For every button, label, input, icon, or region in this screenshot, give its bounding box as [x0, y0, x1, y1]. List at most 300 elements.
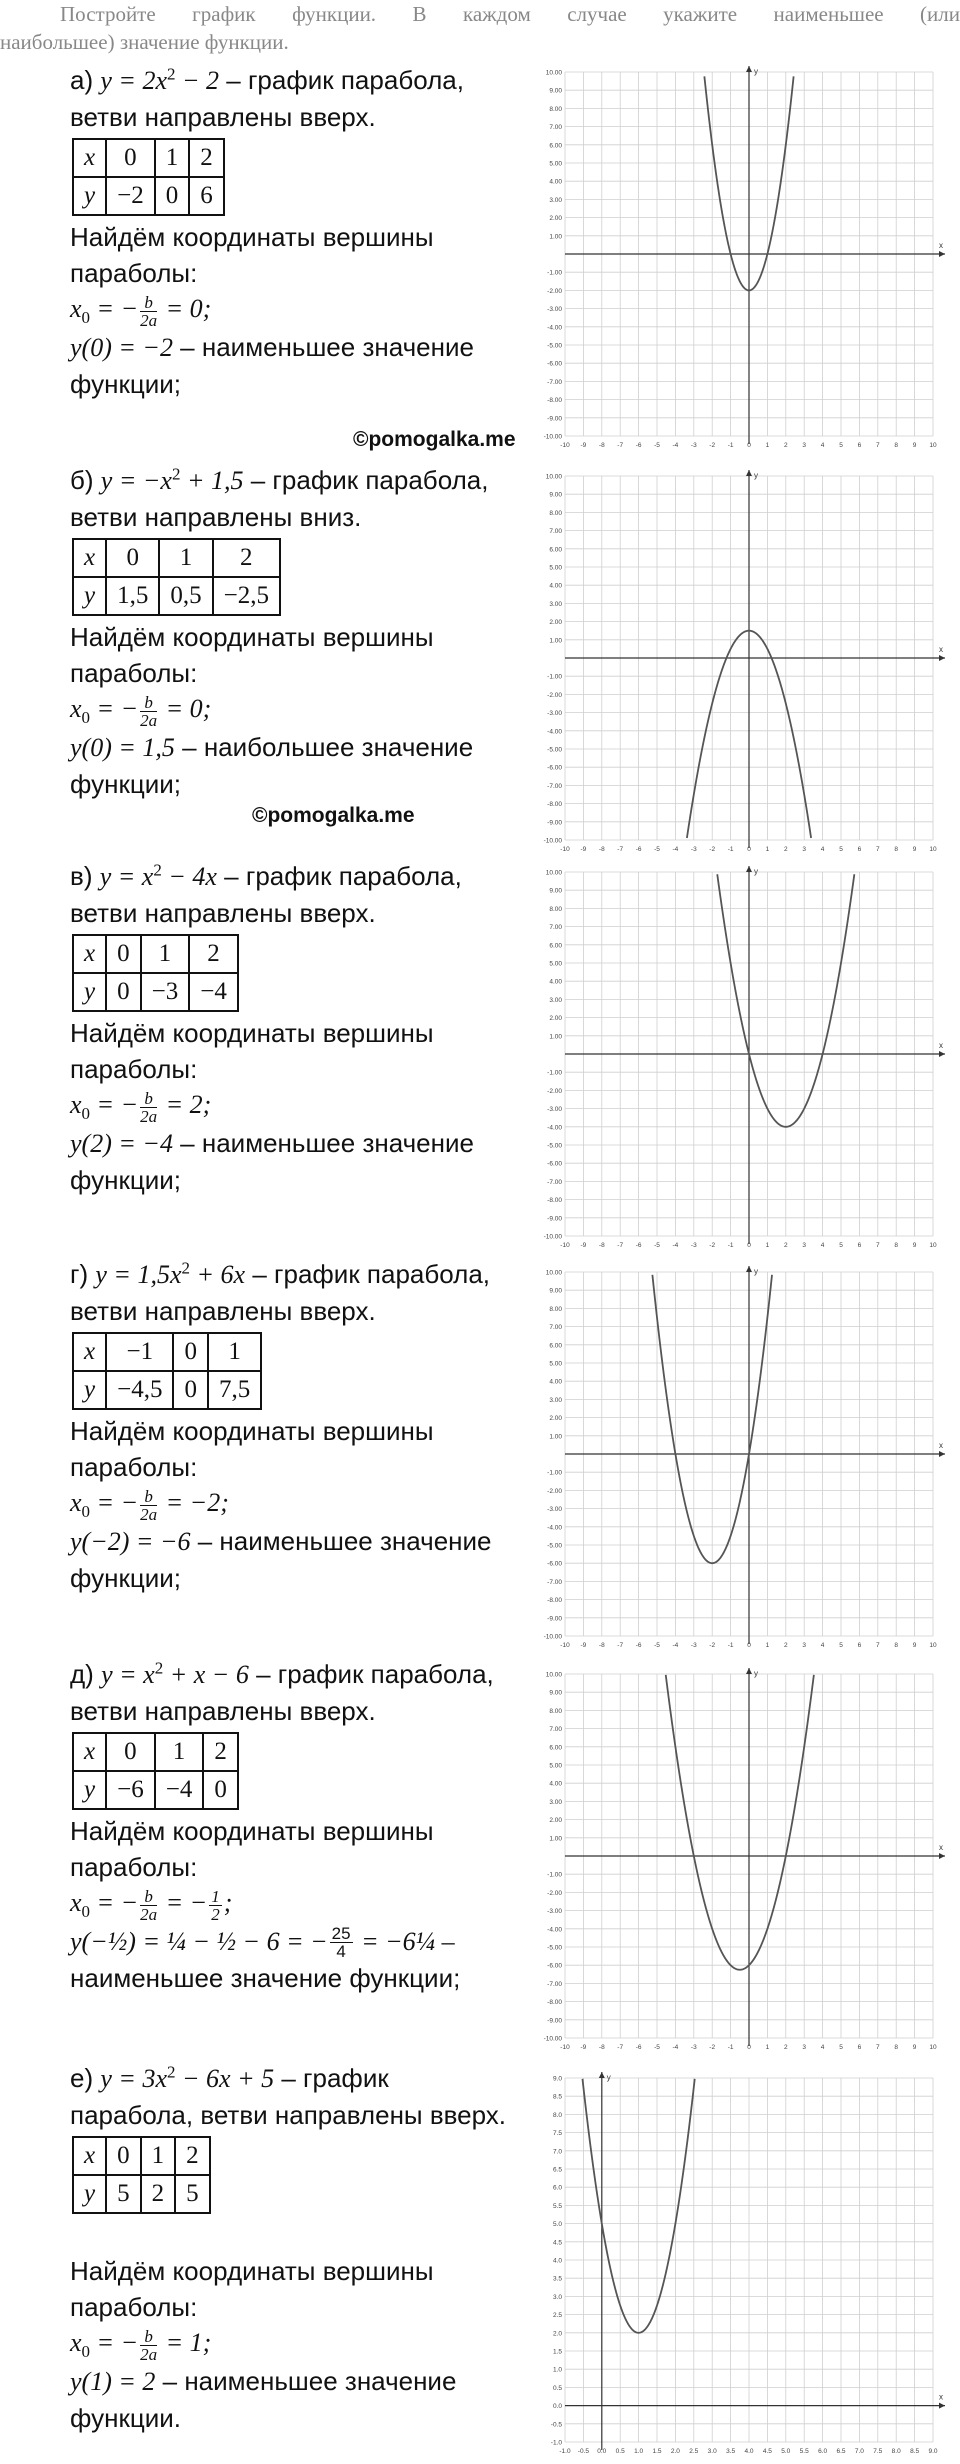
vertex-title-2: параболы: [70, 658, 198, 688]
table-cell: 1 [141, 935, 190, 973]
x-axis-arrow [939, 251, 945, 257]
table-cell: 1 [155, 1733, 204, 1771]
x-tick-label: -6 [635, 442, 642, 449]
y-tick-label: -8.00 [547, 1999, 562, 2007]
table-cell: y [73, 1771, 106, 1809]
y-tick-label: 1.00 [549, 637, 562, 645]
y-tick-label: 10.00 [545, 1269, 562, 1277]
y-tick-label: -7.00 [547, 782, 562, 790]
y-tick-label: -9.00 [547, 2017, 562, 2025]
x-tick-label: 5 [839, 1642, 843, 1649]
y-tick-label: 8.5 [552, 2093, 562, 2101]
formula-description: – график парабола, [248, 1659, 494, 1689]
table-cell: y [73, 2175, 106, 2213]
x-tick-label: 6.0 [818, 2448, 828, 2455]
x-tick-label: 0 [747, 442, 751, 449]
y-tick-label: -9.00 [547, 1615, 562, 1623]
x-tick-label: 2 [783, 2044, 788, 2051]
x-tick-label: -10 [560, 442, 570, 449]
x-tick-label: -2 [709, 1242, 716, 1249]
x-tick-label: 5.0 [781, 2448, 791, 2455]
function-word: функции; [70, 1562, 181, 1593]
function-statement [70, 1256, 540, 1293]
vertex-x-formula: $x_0$ = − $\frac{b}{2a}$ = 0; [70, 292, 212, 330]
x-tick-label: 10 [929, 1642, 937, 1649]
formula-description: – график парабола, [245, 1259, 491, 1289]
x-tick-label: 7 [875, 846, 880, 853]
table-cell: 0,5 [159, 577, 212, 615]
y-tick-label: 2.0 [552, 2330, 562, 2338]
y-tick-label: 1.0 [552, 2366, 562, 2374]
y-tick-label: 8.00 [549, 509, 562, 517]
x-tick-label: -4 [672, 1242, 679, 1249]
y-tick-label: -0.5 [550, 2421, 562, 2429]
function-statement [70, 62, 540, 99]
graph-svg [535, 1664, 955, 2056]
x-axis-arrow [939, 655, 945, 661]
y-tick-label: 9.00 [549, 491, 562, 499]
x-tick-label: 3.5 [726, 2448, 736, 2455]
x-tick-label: -2 [709, 442, 716, 449]
y-axis-label: y [754, 867, 758, 876]
y-tick-label: -3.00 [547, 306, 562, 314]
y-axis-arrow [746, 1668, 752, 1674]
x-tick-label: 4 [820, 846, 825, 853]
function-graph [535, 466, 955, 858]
values-table [72, 934, 239, 1012]
y-axis-arrow [746, 1266, 752, 1272]
table-cell: 0 [203, 1771, 238, 1809]
table-cell: 2 [189, 935, 238, 973]
function-statement [70, 858, 540, 895]
y-tick-label: -1.00 [547, 1469, 562, 1477]
watermark: ©pomogalka.me [353, 428, 516, 451]
y-tick-label: 9.0 [552, 2075, 562, 2083]
x-tick-label: 0 [747, 2044, 751, 2051]
x-tick-label: -4 [672, 1642, 679, 1649]
x-tick-label: 3 [802, 1642, 807, 1649]
x-tick-label: 7.5 [873, 2448, 883, 2455]
solution-block [70, 858, 540, 1198]
table-row [73, 1771, 238, 1809]
y-tick-label: 3.00 [549, 996, 562, 1004]
y-tick-label: -4.00 [547, 1524, 562, 1532]
x-tick-label: 2 [783, 1642, 788, 1649]
x-tick-label: -2 [709, 2044, 716, 2051]
x-tick-label: 3 [802, 846, 807, 853]
vertex-title: Найдём координаты вершины [70, 1816, 434, 1846]
x-tick-label: 6 [857, 2044, 862, 2051]
x-tick-label: -1 [727, 846, 734, 853]
parabola-curve [666, 1675, 814, 1970]
y-tick-label: 2.00 [549, 1817, 562, 1825]
x-tick-label: -10 [560, 1642, 570, 1649]
vertex-x-formula: $x_0$ = − $\frac{b}{2a}$ = − $\frac{1}{2}$ ; [70, 1886, 233, 1924]
formula: $y = x^2 - 4x$ [99, 860, 217, 891]
y-tick-label: -2.00 [547, 691, 562, 699]
x-tick-label: -9 [580, 2044, 587, 2051]
function-graph [535, 2068, 955, 2460]
table-cell: 0 [106, 539, 159, 577]
y-tick-label: 5.00 [549, 564, 562, 572]
table-cell: 2 [203, 1733, 238, 1771]
y-tick-label: -5.00 [547, 746, 562, 754]
table-cell: x [73, 935, 106, 973]
y-tick-label: 3.0 [552, 2293, 562, 2301]
vertex-y-formula: y(−½) = ¼ − ½ − 6 = − $\frac{25}{4}$ = −6¼ – [70, 1924, 455, 1962]
y-tick-label: 10.00 [545, 869, 562, 877]
y-tick-label: -3.00 [547, 1106, 562, 1114]
y-tick-label: 1.00 [549, 233, 562, 241]
table-cell: 1,5 [106, 577, 159, 615]
x-tick-label: 10 [929, 846, 937, 853]
y-axis-label: y [606, 2073, 611, 2082]
x-tick-label: 8 [894, 846, 899, 853]
y-tick-label: -5.00 [547, 1542, 562, 1550]
y-tick-label: 7.0 [552, 2148, 562, 2156]
x-tick-label: 5.5 [799, 2448, 809, 2455]
y-axis-arrow [746, 66, 752, 72]
x-tick-label: -5 [654, 1242, 660, 1249]
y-tick-label: 2.00 [549, 619, 562, 627]
y-axis-label: y [754, 1669, 758, 1678]
x-tick-label: 4.0 [744, 2448, 754, 2455]
y-tick-label: 2.00 [549, 1415, 562, 1423]
table-cell: 2 [189, 139, 224, 177]
y-tick-label: 8.00 [549, 1305, 562, 1313]
graph-svg [535, 1262, 955, 1654]
formula: $y = -x^2 + 1,5$ [100, 464, 244, 495]
part-label: в) [70, 861, 93, 891]
y-tick-label: 10.00 [545, 1671, 562, 1679]
table-cell: 1 [155, 139, 190, 177]
x-tick-label: 9 [912, 1242, 917, 1249]
y-tick-label: -3.00 [547, 1506, 562, 1514]
y-tick-label: 6.0 [552, 2184, 562, 2192]
x-axis-label: x [939, 1843, 943, 1852]
y-tick-label: 4.00 [549, 178, 562, 186]
vertex-title: Найдём координаты вершины [70, 222, 434, 252]
x-tick-label: -6 [635, 2044, 642, 2051]
x-tick-label: 8.5 [910, 2448, 920, 2455]
table-cell: x [73, 539, 106, 577]
x-tick-label: 5 [839, 442, 843, 449]
vertex-x-formula: $x_0$ = − $\frac{b}{2a}$ = 1; [70, 2326, 212, 2364]
y-tick-label: 4.00 [549, 978, 562, 986]
y-tick-label: -7.00 [547, 1980, 562, 1988]
x-tick-label: 8 [894, 1242, 899, 1249]
y-tick-label: -5.00 [547, 1944, 562, 1952]
x-tick-label: -3 [690, 1642, 697, 1649]
vertex-title: Найдём координаты вершины [70, 622, 434, 652]
x-axis-arrow [939, 1451, 945, 1457]
values-table [72, 538, 281, 616]
y-tick-label: 6.00 [549, 142, 562, 150]
y-tick-label: 3.00 [549, 1396, 562, 1404]
x-tick-label: -4 [672, 2044, 679, 2051]
y-tick-label: -4.00 [547, 324, 562, 332]
table-row [73, 935, 238, 973]
vertex-title: Найдём координаты вершины [70, 1416, 434, 1446]
watermark: ©pomogalka.me [252, 804, 415, 827]
x-tick-label: 2 [783, 442, 788, 449]
x-tick-label: 5 [839, 1242, 843, 1249]
y-tick-label: -1.0 [550, 2439, 562, 2447]
y-tick-label: 5.00 [549, 1762, 562, 1770]
function-graph [535, 862, 955, 1254]
part-label: г) [70, 1259, 89, 1289]
y-tick-label: -9.00 [547, 819, 562, 827]
x-tick-label: -9 [580, 442, 587, 449]
y-axis-arrow [746, 866, 752, 872]
formula-description: – график [274, 2063, 389, 2093]
y-tick-label: -2.00 [547, 1087, 562, 1095]
formula-description: – график парабола, [219, 65, 464, 95]
table-cell: 0 [106, 935, 141, 973]
x-tick-label: 6 [857, 846, 862, 853]
y-tick-label: 8.00 [549, 905, 562, 913]
y-tick-label: -1.00 [547, 1069, 562, 1077]
x-tick-label: 1 [765, 1642, 770, 1649]
x-tick-label: 4 [820, 2044, 825, 2051]
function-statement [70, 462, 540, 499]
x-tick-label: -7 [617, 442, 624, 449]
table-cell: 5 [175, 2175, 210, 2213]
y-tick-label: -8.00 [547, 397, 562, 405]
x-tick-label: 6 [857, 442, 862, 449]
task-header-line-1: Постройте график функции. В каждом случае укажите наименьшее (или [60, 2, 960, 26]
y-tick-label: 8.0 [552, 2111, 562, 2119]
y-tick-label: -2.00 [547, 1889, 562, 1897]
table-cell: y [73, 177, 106, 215]
table-cell: y [73, 1371, 106, 1409]
table-cell: 1 [208, 1333, 261, 1371]
vertex-x-formula: $x_0$ = − $\frac{b}{2a}$ = 0; [70, 692, 212, 730]
x-tick-label: -8 [598, 442, 605, 449]
x-tick-label: 10 [929, 442, 937, 449]
formula: $y = 2x^2 - 2$ [100, 64, 220, 95]
table-cell: y [73, 973, 106, 1011]
y-tick-label: -5.00 [547, 342, 562, 350]
table-cell: 0 [155, 177, 190, 215]
y-tick-label: -6.00 [547, 764, 562, 772]
graph-svg [535, 466, 955, 858]
y-tick-label: 1.00 [549, 1433, 562, 1441]
x-tick-label: 4 [820, 1642, 825, 1649]
y-tick-label: 3.00 [549, 600, 562, 608]
x-tick-label: -7 [617, 1242, 624, 1249]
x-tick-label: 1 [765, 2044, 770, 2051]
function-word: функции; [70, 768, 181, 799]
x-tick-label: -6 [635, 1242, 642, 1249]
branches-direction: ветви направлены вверх. [70, 1696, 376, 1726]
y-tick-label: -2.00 [547, 287, 562, 295]
x-tick-label: 2.0 [670, 2448, 680, 2455]
x-tick-label: -0.5 [577, 2448, 590, 2455]
x-tick-label: 5 [839, 2044, 843, 2051]
x-tick-label: 2 [783, 846, 788, 853]
y-tick-label: -6.00 [547, 1160, 562, 1168]
x-axis-arrow [939, 1853, 945, 1859]
x-tick-label: -6 [635, 1642, 642, 1649]
y-tick-label: 8.00 [549, 1707, 562, 1715]
table-row [73, 1371, 261, 1409]
y-tick-label: 4.0 [552, 2257, 562, 2265]
vertex-title-2: параболы: [70, 258, 198, 288]
y-tick-label: -1.00 [547, 673, 562, 681]
table-row [73, 973, 238, 1011]
table-cell: 6 [189, 177, 224, 215]
x-tick-label: -10 [560, 2044, 570, 2051]
x-tick-label: -2 [709, 846, 716, 853]
table-cell: x [73, 1333, 106, 1371]
x-tick-label: -5 [654, 2044, 660, 2051]
x-tick-label: -9 [580, 1242, 587, 1249]
formula: $y = 3x^2 - 6x + 5$ [100, 2062, 275, 2093]
y-tick-label: 4.00 [549, 1378, 562, 1386]
x-tick-label: -8 [598, 2044, 605, 2051]
vertex-title: Найдём координаты вершины [70, 1018, 434, 1048]
x-tick-label: 8 [894, 1642, 899, 1649]
table-row [73, 577, 280, 615]
x-tick-label: 0 [747, 846, 751, 853]
y-tick-label: -8.00 [547, 801, 562, 809]
y-tick-label: -6.00 [547, 1560, 562, 1568]
y-tick-label: 2.00 [549, 1015, 562, 1023]
x-tick-label: 8.0 [891, 2448, 901, 2455]
y-axis-label: y [754, 67, 758, 76]
table-cell: 2 [141, 2175, 176, 2213]
y-tick-label: 7.00 [549, 528, 562, 536]
function-graph [535, 1262, 955, 1654]
table-cell: 0 [106, 1733, 155, 1771]
formula: $y = x^2 + x - 6$ [101, 1658, 249, 1689]
x-tick-label: 8 [894, 2044, 899, 2051]
y-tick-label: -6.00 [547, 1962, 562, 1970]
table-cell: 2 [175, 2137, 210, 2175]
table-cell: −2 [106, 177, 155, 215]
x-tick-label: 7 [875, 1642, 880, 1649]
graph-svg [535, 862, 955, 1254]
function-statement [70, 2060, 540, 2097]
table-cell: −3 [141, 973, 190, 1011]
table-row [73, 177, 224, 215]
function-graph [535, 1664, 955, 2056]
formula: $y = 1,5x^2 + 6x$ [95, 1258, 246, 1289]
min-value-note: наименьшее значение функции; [70, 1963, 461, 1994]
table-row [73, 139, 224, 177]
x-axis-arrow [939, 1051, 945, 1057]
x-tick-label: 6 [857, 1642, 862, 1649]
x-tick-label: -8 [598, 1642, 605, 1649]
x-tick-label: 0 [747, 1242, 751, 1249]
solution-block [70, 62, 540, 402]
x-tick-label: -8 [598, 1242, 605, 1249]
y-axis-arrow [599, 2072, 605, 2078]
table-cell: x [73, 1733, 106, 1771]
y-tick-label: -8.00 [547, 1597, 562, 1605]
table-cell: x [73, 139, 106, 177]
y-tick-label: 0.0 [552, 2403, 562, 2411]
x-tick-label: -7 [617, 2044, 624, 2051]
y-tick-label: 0.5 [552, 2384, 562, 2392]
x-tick-label: 7.0 [854, 2448, 864, 2455]
x-tick-label: -1 [727, 1242, 734, 1249]
y-tick-label: 10.00 [545, 69, 562, 77]
y-tick-label: 2.5 [552, 2312, 562, 2320]
x-tick-label: 9 [912, 442, 917, 449]
table-cell: y [73, 577, 106, 615]
x-tick-label: -5 [654, 442, 660, 449]
part-label: е) [70, 2063, 94, 2093]
x-tick-label: -5 [654, 846, 660, 853]
table-row [73, 1733, 238, 1771]
vertex-title-2: параболы: [70, 1054, 198, 1084]
y-tick-label: -9.00 [547, 1215, 562, 1223]
x-axis-arrow [939, 2403, 945, 2409]
x-tick-label: 9 [912, 1642, 917, 1649]
y-tick-label: 4.00 [549, 582, 562, 590]
y-axis-arrow [746, 470, 752, 476]
y-tick-label: 7.00 [549, 924, 562, 932]
x-tick-label: 3.0 [707, 2448, 717, 2455]
x-axis-label: x [939, 1441, 943, 1450]
x-tick-label: 1.0 [634, 2448, 644, 2455]
table-cell: 0 [106, 973, 141, 1011]
x-tick-label: -1 [727, 1642, 734, 1649]
function-statement [70, 1656, 540, 1693]
x-tick-label: 2.5 [689, 2448, 699, 2455]
graph-svg [535, 62, 955, 454]
y-tick-label: 4.00 [549, 1780, 562, 1788]
y-tick-label: 7.00 [549, 124, 562, 132]
branches-direction: ветви направлены вниз. [70, 502, 362, 532]
x-tick-label: 1.5 [652, 2448, 662, 2455]
solution-block [70, 2060, 540, 2436]
x-tick-label: 5 [839, 846, 843, 853]
table-cell: 1 [159, 539, 212, 577]
part-label: б) [70, 465, 94, 495]
y-tick-label: -1.00 [547, 269, 562, 277]
y-tick-label: 6.00 [549, 1744, 562, 1752]
vertex-x-formula: $x_0$ = − $\frac{b}{2a}$ = 2; [70, 1088, 212, 1126]
values-table [72, 1332, 262, 1410]
y-tick-label: -1.00 [547, 1871, 562, 1879]
x-tick-label: 9 [912, 2044, 917, 2051]
y-tick-label: 9.00 [549, 1689, 562, 1697]
part-label: д) [70, 1659, 94, 1689]
x-tick-label: -5 [654, 1642, 660, 1649]
y-tick-label: -3.00 [547, 1908, 562, 1916]
x-tick-label: 6.5 [836, 2448, 846, 2455]
x-tick-label: 3 [802, 442, 807, 449]
table-cell: −2,5 [213, 577, 280, 615]
y-tick-label: 5.00 [549, 1360, 562, 1368]
x-tick-label: 0.5 [615, 2448, 625, 2455]
y-tick-label: 7.5 [552, 2130, 562, 2138]
x-tick-label: -3 [690, 846, 697, 853]
table-cell: 7,5 [208, 1371, 261, 1409]
x-tick-label: -1 [727, 442, 734, 449]
table-cell: −4 [155, 1771, 204, 1809]
table-cell: −4,5 [106, 1371, 173, 1409]
table-cell: −6 [106, 1771, 155, 1809]
table-cell: 2 [213, 539, 280, 577]
x-tick-label: -3 [690, 442, 697, 449]
y-tick-label: 6.00 [549, 1342, 562, 1350]
y-tick-label: 3.00 [549, 1798, 562, 1806]
solution-block [70, 462, 540, 802]
